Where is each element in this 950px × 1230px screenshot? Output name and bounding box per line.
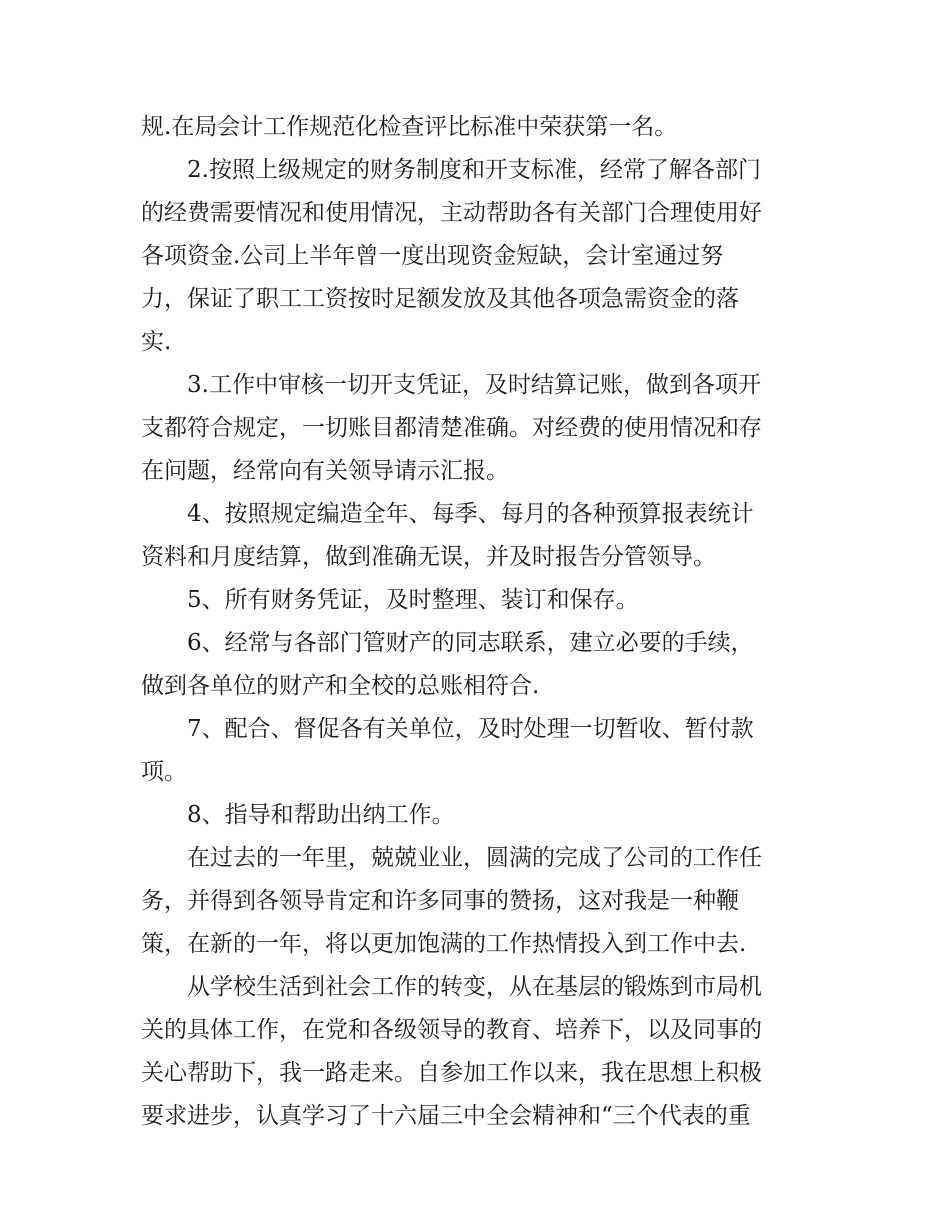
text-line: 规.在局会计工作规范化检查评比标准中荣获第一名。 [141, 114, 678, 140]
text-line: 在过去的一年里，兢兢业业，圆满的完成了公司的工作任 [187, 845, 762, 871]
text-line: 实. [141, 329, 172, 355]
text-line: 8、指导和帮助出纳工作。 [187, 802, 455, 828]
text-line: 支都符合规定，一切账目都清楚准确。对经费的使用情况和存 [141, 415, 762, 441]
text-line: 关心帮助下，我一路走来。自参加工作以来，我在思想上积极 [141, 1060, 762, 1086]
text-line: 资料和月度结算，做到准确无误，并及时报告分管领导。 [141, 544, 716, 570]
text-line: 各项资金.公司上半年曾一度出现资金短缺，会计室通过努 [141, 243, 724, 269]
text-line: 5、所有财务凭证，及时整理、装订和保存。 [187, 587, 639, 613]
text-line: 力，保证了职工工资按时足额发放及其他各项急需资金的落 [141, 286, 739, 312]
text-line: 从学校生活到社会工作的转变，从在基层的锻炼到市局机 [187, 974, 762, 1000]
text-line: 6、经常与各部门管财产的同志联系，建立必要的手续， [187, 630, 754, 656]
text-line: 策，在新的一年，将以更加饱满的工作热情投入到工作中去. [141, 931, 747, 957]
text-line: 要求进步，认真学习了十六届三中全会精神和“三个代表的重 [141, 1103, 751, 1129]
text-line: 3.工作中审核一切开支凭证，及时结算记账，做到各项开 [187, 372, 761, 398]
text-line: 项。 [141, 759, 187, 785]
document-body [141, 106, 816, 1138]
text-line: 务，并得到各领导肯定和许多同事的赞扬，这对我是一种鞭 [141, 888, 739, 914]
text-line: 7、配合、督促各有关单位，及时处理一切暂收、暂付款 [187, 716, 754, 742]
text-line: 2.按照上级规定的财务制度和开支标准，经常了解各部门 [187, 157, 761, 183]
text-line: 4、按照规定编造全年、每季、每月的各种预算报表统计 [187, 501, 754, 527]
text-line: 在问题，经常向有关领导请示汇报。 [141, 458, 509, 484]
text-line: 做到各单位的财产和全校的总账相符合. [141, 673, 540, 699]
text-line: 的经费需要情况和使用情况，主动帮助各有关部门合理使用好 [141, 200, 762, 226]
text-line: 关的具体工作，在党和各级领导的教育、培养下，以及同事的 [141, 1017, 762, 1043]
